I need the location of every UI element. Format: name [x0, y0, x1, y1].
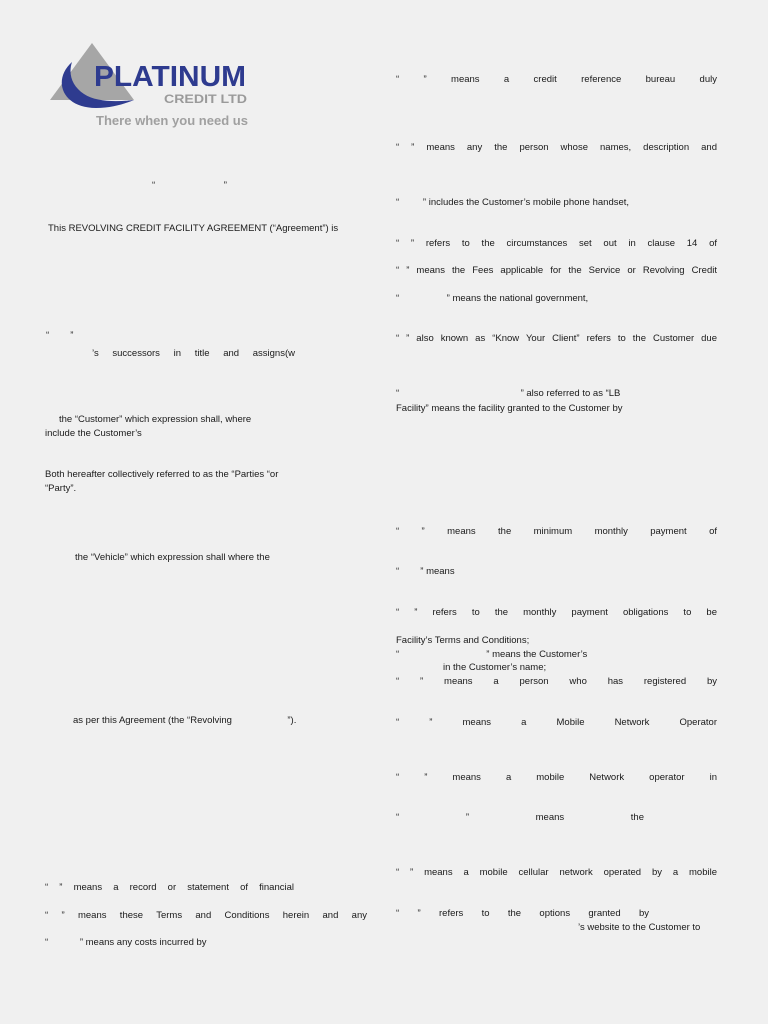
- right-line: “ ” means the Customer’s: [396, 649, 588, 660]
- right-line: Facility” means the facility granted to the Customer by: [396, 403, 623, 414]
- right-line: “ ” refers to the options granted by: [396, 908, 649, 919]
- left-line: include the Customer’s: [45, 428, 142, 439]
- right-line: “ ” means the minimum monthly payment of: [396, 526, 717, 537]
- right-line: ’s website to the Customer to: [578, 922, 701, 933]
- right-line: “ ” means a person who has registered by: [396, 676, 717, 687]
- left-line: “ ” means these Terms and Conditions herein and any: [45, 910, 367, 921]
- right-line: “ ” refers to the circumstances set out in clause 14 of: [396, 238, 717, 249]
- left-line: Both hereafter collectively referred to as the “Parties “or: [45, 469, 279, 480]
- left-line: “ ”: [152, 180, 227, 191]
- right-line: “ ” also referred to as “LB: [396, 388, 621, 399]
- left-line: “ ” means any costs incurred by: [45, 937, 207, 948]
- logo-name: PLATINUM: [94, 61, 246, 93]
- logo-tagline: There when you need us: [96, 114, 249, 128]
- left-line: “ ”: [46, 330, 74, 341]
- right-line: in the Customer’s name;: [443, 662, 547, 673]
- right-line: “ ” means a mobile cellular network operated by a mobile: [396, 867, 717, 878]
- left-line: “Party”.: [45, 483, 77, 494]
- platinum-credit-logo: [50, 40, 260, 132]
- right-line: “ ” means a credit reference bureau duly: [396, 74, 717, 85]
- left-line: as per this Agreement (the “Revolving ”).: [73, 715, 297, 726]
- right-line: “ ” also known as “Know Your Client” refers to the Customer due: [396, 333, 717, 344]
- logo-sub: CREDIT LTD: [164, 92, 248, 106]
- left-line: ’s successors in title and assigns(w: [92, 348, 295, 359]
- right-line: Facility’s Terms and Conditions;: [396, 635, 530, 646]
- right-line: “ ” means the national government,: [396, 293, 589, 304]
- right-line: “ ” refers to the monthly payment obligations to be: [396, 607, 717, 618]
- left-line: This REVOLVING CREDIT FACILITY AGREEMENT (“Agreement”) is: [48, 223, 339, 234]
- left-line: the “Customer” which expression shall, where: [59, 414, 252, 425]
- right-line: “ ” means the Fees applicable for the Service or Revolving Credit: [396, 265, 717, 276]
- right-line: “ ” means: [396, 566, 455, 577]
- right-line: “ ” means any the person whose names, description and: [396, 142, 717, 153]
- right-line: “ ” includes the Customer’s mobile phone handset,: [396, 197, 630, 208]
- left-line: the “Vehicle” which expression shall where the: [75, 552, 270, 563]
- right-line: “ ” means a mobile Network operator in: [396, 772, 717, 783]
- left-line: “ ” means a record or statement of financial: [45, 882, 294, 893]
- right-line: “ ” means a Mobile Network Operator: [396, 717, 717, 728]
- right-line: “ ” means the: [396, 812, 644, 823]
